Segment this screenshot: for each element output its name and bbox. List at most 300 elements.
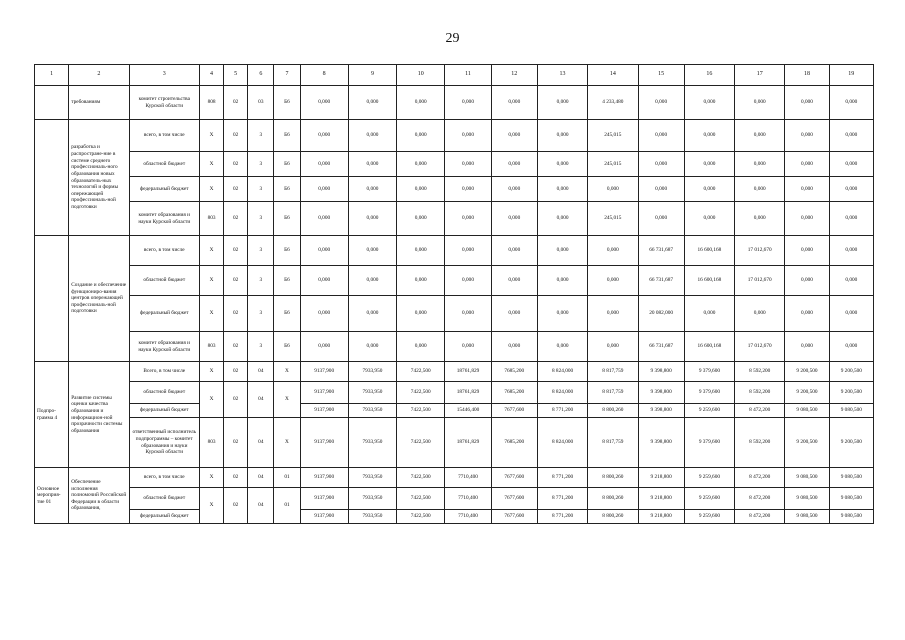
- table-row: [35, 266, 874, 296]
- code-c5: 02: [224, 488, 248, 524]
- value-cell: 0,000: [397, 236, 445, 266]
- value-cell: 8 771,200: [537, 468, 587, 488]
- value-cell: 0,000: [537, 120, 587, 152]
- value-cell: 0,000: [491, 177, 537, 202]
- table-row: [35, 120, 874, 152]
- code-c6: 04: [248, 488, 274, 524]
- header-col-11: 11: [445, 65, 491, 86]
- value-cell: 0,000: [537, 86, 587, 120]
- value-cell: 7933,950: [348, 404, 396, 418]
- value-cell: 0,000: [300, 86, 348, 120]
- code-c7: Б6: [274, 202, 300, 236]
- code-c7: Х: [274, 418, 300, 468]
- value-cell: 0,000: [348, 332, 396, 362]
- code-c7: Б6: [274, 120, 300, 152]
- value-cell: 9137,900: [300, 382, 348, 404]
- code-c5: 02: [224, 236, 248, 266]
- funding-source: федеральный бюджет: [129, 404, 199, 418]
- code-c4: 808: [199, 86, 223, 120]
- table-row: [35, 152, 874, 177]
- value-cell: 9 379,600: [684, 362, 734, 382]
- value-cell: 8 817,759: [588, 362, 638, 382]
- value-cell: 0,000: [829, 202, 873, 236]
- header-col-17: 17: [735, 65, 785, 86]
- value-cell: 0,000: [638, 152, 684, 177]
- code-c7: Б6: [274, 266, 300, 296]
- value-cell: 0,000: [300, 177, 348, 202]
- value-cell: 0,000: [785, 202, 829, 236]
- value-cell: 0,000: [348, 266, 396, 296]
- value-cell: 0,000: [684, 202, 734, 236]
- subprogram-title: Развитие системы оценки качества образования и информацион-ной прозрачности системы образования: [69, 362, 129, 468]
- col1-empty: [35, 120, 69, 236]
- value-cell: 0,000: [397, 202, 445, 236]
- table-row: [35, 510, 874, 524]
- value-cell: 9 200,500: [785, 418, 829, 468]
- value-cell: 9 200,500: [785, 362, 829, 382]
- value-cell: 0,000: [537, 332, 587, 362]
- value-cell: 9 200,500: [829, 362, 873, 382]
- value-cell: 7422,500: [397, 488, 445, 510]
- value-cell: 0,000: [785, 177, 829, 202]
- table-row: [35, 488, 874, 510]
- value-cell: 18761,829: [445, 362, 491, 382]
- code-c5: 02: [224, 152, 248, 177]
- header-col-10: 10: [397, 65, 445, 86]
- value-cell: 0,000: [735, 86, 785, 120]
- value-cell: 0,000: [300, 236, 348, 266]
- value-cell: 8 800,260: [588, 468, 638, 488]
- value-cell: 0,000: [735, 120, 785, 152]
- budget-table: [34, 64, 874, 524]
- value-cell: 0,000: [348, 120, 396, 152]
- value-cell: 0,000: [445, 152, 491, 177]
- code-c4: Х: [199, 266, 223, 296]
- value-cell: 16 600,168: [684, 266, 734, 296]
- value-cell: 9137,900: [300, 404, 348, 418]
- value-cell: 0,000: [300, 120, 348, 152]
- value-cell: 0,000: [537, 296, 587, 332]
- value-cell: 0,000: [537, 152, 587, 177]
- code-c7: Х: [274, 382, 300, 418]
- funding-source: всего, в том числе: [129, 236, 199, 266]
- value-cell: 7677,600: [491, 510, 537, 524]
- value-cell: 9 398,800: [638, 382, 684, 404]
- value-cell: 66 731,687: [638, 332, 684, 362]
- value-cell: 7677,600: [491, 468, 537, 488]
- funding-source: всего, в том числе: [129, 120, 199, 152]
- value-cell: 0,000: [348, 86, 396, 120]
- value-cell: 9 080,500: [785, 468, 829, 488]
- code-c5: 02: [224, 296, 248, 332]
- code-c6: 03: [248, 86, 274, 120]
- value-cell: 0,000: [445, 266, 491, 296]
- code-c6: 3: [248, 296, 274, 332]
- value-cell: 20 082,000: [638, 296, 684, 332]
- table-row: [35, 418, 874, 468]
- value-cell: 0,000: [785, 296, 829, 332]
- value-cell: 9 080,500: [785, 488, 829, 510]
- value-cell: 16 600,168: [684, 236, 734, 266]
- value-cell: 0,000: [300, 266, 348, 296]
- code-c6: 3: [248, 202, 274, 236]
- table-row: [35, 86, 874, 120]
- value-cell: 0,000: [588, 332, 638, 362]
- value-cell: 7685,200: [491, 362, 537, 382]
- value-cell: 9 080,500: [829, 404, 873, 418]
- funding-source: всего, в том числе: [129, 468, 199, 488]
- funding-source: ответственный исполнитель подпрограммы – комитет образования и науки Курской области: [129, 418, 199, 468]
- value-cell: 9 218,800: [638, 510, 684, 524]
- value-cell: 17 012,670: [735, 236, 785, 266]
- value-cell: 0,000: [829, 86, 873, 120]
- value-cell: 0,000: [829, 296, 873, 332]
- value-cell: 0,000: [638, 120, 684, 152]
- value-cell: 0,000: [397, 332, 445, 362]
- value-cell: 0,000: [397, 120, 445, 152]
- code-c5: 02: [224, 382, 248, 418]
- value-cell: 0,000: [491, 202, 537, 236]
- value-cell: 0,000: [537, 266, 587, 296]
- subprogram-label: Подпро-грамма 4: [35, 362, 69, 468]
- value-cell: 0,000: [491, 296, 537, 332]
- value-cell: 9 200,500: [829, 418, 873, 468]
- value-cell: 0,000: [829, 177, 873, 202]
- funding-source: федеральный бюджет: [129, 177, 199, 202]
- value-cell: 9 379,600: [684, 418, 734, 468]
- value-cell: 0,000: [829, 152, 873, 177]
- value-cell: 9 379,600: [684, 382, 734, 404]
- value-cell: 8 592,200: [735, 418, 785, 468]
- code-c7: 01: [274, 468, 300, 488]
- code-c4: 803: [199, 332, 223, 362]
- code-c5: 02: [224, 332, 248, 362]
- value-cell: 16 600,168: [684, 332, 734, 362]
- value-cell: 9137,900: [300, 418, 348, 468]
- table-row: [35, 382, 874, 404]
- value-cell: 0,000: [588, 177, 638, 202]
- header-col-1: 1: [35, 65, 69, 86]
- value-cell: 0,000: [445, 236, 491, 266]
- funding-source: областной бюджет: [129, 152, 199, 177]
- code-c7: Б6: [274, 332, 300, 362]
- value-cell: 0,000: [588, 266, 638, 296]
- code-c7: Б6: [274, 177, 300, 202]
- funding-source: областной бюджет: [129, 488, 199, 510]
- value-cell: 7685,200: [491, 418, 537, 468]
- value-cell: 8 592,200: [735, 362, 785, 382]
- value-cell: 0,000: [638, 177, 684, 202]
- value-cell: 0,000: [829, 236, 873, 266]
- value-cell: 0,000: [785, 332, 829, 362]
- value-cell: 8 824,000: [537, 362, 587, 382]
- value-cell: 0,000: [445, 332, 491, 362]
- value-cell: 8 800,260: [588, 404, 638, 418]
- value-cell: 9 398,800: [638, 362, 684, 382]
- value-cell: 9 398,800: [638, 404, 684, 418]
- value-cell: 0,000: [491, 152, 537, 177]
- value-cell: 0,000: [684, 86, 734, 120]
- code-c4: 803: [199, 418, 223, 468]
- value-cell: 0,000: [397, 177, 445, 202]
- code-c5: 02: [224, 86, 248, 120]
- value-cell: 8 817,759: [588, 382, 638, 404]
- table-row: [35, 468, 874, 488]
- value-cell: 0,000: [537, 177, 587, 202]
- value-cell: 7422,500: [397, 382, 445, 404]
- value-cell: 7422,500: [397, 362, 445, 382]
- funding-source: областной бюджет: [129, 266, 199, 296]
- funding-source: федеральный бюджет: [129, 296, 199, 332]
- header-col-3: 3: [129, 65, 199, 86]
- code-c6: 04: [248, 468, 274, 488]
- value-cell: 66 731,687: [638, 266, 684, 296]
- header-col-15: 15: [638, 65, 684, 86]
- value-cell: 7422,500: [397, 404, 445, 418]
- table-row: [35, 362, 874, 382]
- value-cell: 0,000: [491, 120, 537, 152]
- header-col-4: 4: [199, 65, 223, 86]
- value-cell: 0,000: [638, 86, 684, 120]
- value-cell: 9 200,500: [785, 382, 829, 404]
- code-c6: 3: [248, 266, 274, 296]
- value-cell: 9 218,800: [638, 488, 684, 510]
- value-cell: 0,000: [397, 296, 445, 332]
- value-cell: 9137,900: [300, 362, 348, 382]
- code-c6: 3: [248, 177, 274, 202]
- code-c7: Б6: [274, 152, 300, 177]
- value-cell: 0,000: [300, 296, 348, 332]
- value-cell: 8 771,200: [537, 404, 587, 418]
- code-c7: Б6: [274, 296, 300, 332]
- value-cell: 8 472,200: [735, 510, 785, 524]
- table-row: [35, 332, 874, 362]
- header-col-14: 14: [588, 65, 638, 86]
- event-title: Обеспечение исполнения полномочий Российской Федерации в области образования,: [69, 468, 129, 524]
- value-cell: 7677,600: [491, 404, 537, 418]
- value-cell: 0,000: [300, 202, 348, 236]
- value-cell: 0,000: [537, 202, 587, 236]
- value-cell: 7685,200: [491, 382, 537, 404]
- value-cell: 0,000: [735, 152, 785, 177]
- code-c5: 02: [224, 418, 248, 468]
- code-c6: 3: [248, 120, 274, 152]
- value-cell: 7710,400: [445, 468, 491, 488]
- value-cell: 0,000: [445, 86, 491, 120]
- value-cell: 7422,500: [397, 418, 445, 468]
- value-cell: 9 080,500: [785, 404, 829, 418]
- header-col-13: 13: [537, 65, 587, 86]
- header-col-7: 7: [274, 65, 300, 86]
- value-cell: 0,000: [348, 236, 396, 266]
- value-cell: 9 080,500: [829, 510, 873, 524]
- value-cell: 0,000: [397, 152, 445, 177]
- value-cell: 7677,600: [491, 488, 537, 510]
- code-c4: Х: [199, 152, 223, 177]
- code-c5: 02: [224, 177, 248, 202]
- value-cell: 0,000: [829, 120, 873, 152]
- value-cell: 8 771,200: [537, 510, 587, 524]
- value-cell: 0,000: [735, 296, 785, 332]
- funding-source: областной бюджет: [129, 382, 199, 404]
- code-c4: Х: [199, 362, 223, 382]
- value-cell: 8 472,200: [735, 404, 785, 418]
- value-cell: 8 800,260: [588, 488, 638, 510]
- value-cell: 245,015: [588, 152, 638, 177]
- value-cell: 7710,400: [445, 488, 491, 510]
- value-cell: 7933,950: [348, 418, 396, 468]
- value-cell: 0,000: [735, 177, 785, 202]
- page-number: 29: [445, 31, 460, 46]
- code-c6: 3: [248, 236, 274, 266]
- value-cell: 9 218,800: [638, 468, 684, 488]
- header-col-18: 18: [785, 65, 829, 86]
- value-cell: 17 012,670: [735, 266, 785, 296]
- value-cell: 0,000: [348, 202, 396, 236]
- funding-source: комитет образования и науки Курской области: [129, 332, 199, 362]
- value-cell: 0,000: [785, 86, 829, 120]
- value-cell: 0,000: [785, 152, 829, 177]
- value-cell: 9 259,600: [684, 488, 734, 510]
- program-label: требованиям: [69, 86, 129, 120]
- value-cell: 15446,400: [445, 404, 491, 418]
- value-cell: 0,000: [397, 266, 445, 296]
- activity-label: разработка и распростране-ние в системе среднего профессиональ-ного образования новых образователь-ных технологий и формы опережающей профессиональ-ной подготовки: [69, 120, 129, 236]
- code-c5: 02: [224, 202, 248, 236]
- code-c7: 01: [274, 488, 300, 524]
- value-cell: 8 824,000: [537, 382, 587, 404]
- code-c4: Х: [199, 382, 223, 418]
- value-cell: 0,000: [588, 296, 638, 332]
- code-c6: 04: [248, 382, 274, 418]
- value-cell: 7933,950: [348, 488, 396, 510]
- value-cell: 0,000: [785, 120, 829, 152]
- value-cell: 245,015: [588, 202, 638, 236]
- value-cell: 9 080,500: [785, 510, 829, 524]
- value-cell: 7933,950: [348, 362, 396, 382]
- col1-empty: [35, 86, 69, 120]
- table-row: [35, 177, 874, 202]
- header-col-8: 8: [300, 65, 348, 86]
- value-cell: 9 080,500: [829, 488, 873, 510]
- table-row: [35, 404, 874, 418]
- value-cell: 0,000: [785, 266, 829, 296]
- value-cell: 0,000: [684, 120, 734, 152]
- value-cell: 0,000: [348, 296, 396, 332]
- code-c5: 02: [224, 362, 248, 382]
- value-cell: 0,000: [445, 296, 491, 332]
- value-cell: 0,000: [829, 266, 873, 296]
- value-cell: 9137,900: [300, 468, 348, 488]
- value-cell: 4 233,480: [588, 86, 638, 120]
- value-cell: 7933,950: [348, 382, 396, 404]
- col1-empty: [35, 236, 69, 362]
- value-cell: 66 731,687: [638, 236, 684, 266]
- value-cell: 9 398,800: [638, 418, 684, 468]
- value-cell: 17 012,670: [735, 332, 785, 362]
- code-c4: Х: [199, 236, 223, 266]
- value-cell: 18761,829: [445, 418, 491, 468]
- value-cell: 0,000: [491, 332, 537, 362]
- code-c4: 803: [199, 202, 223, 236]
- code-c4: Х: [199, 296, 223, 332]
- code-c5: 02: [224, 266, 248, 296]
- value-cell: 9137,900: [300, 488, 348, 510]
- value-cell: 0,000: [537, 236, 587, 266]
- header-col-9: 9: [348, 65, 396, 86]
- funding-source: Всего, в том числе: [129, 362, 199, 382]
- header-col-2: 2: [69, 65, 129, 86]
- code-c4: Х: [199, 177, 223, 202]
- code-c6: 3: [248, 332, 274, 362]
- value-cell: 8 800,260: [588, 510, 638, 524]
- table-row: [35, 296, 874, 332]
- header-col-6: 6: [248, 65, 274, 86]
- code-c5: 02: [224, 468, 248, 488]
- table-row: [35, 236, 874, 266]
- header-row: [35, 65, 874, 86]
- code-c6: 04: [248, 362, 274, 382]
- value-cell: 8 472,200: [735, 468, 785, 488]
- value-cell: 0,000: [638, 202, 684, 236]
- value-cell: 0,000: [300, 152, 348, 177]
- value-cell: 0,000: [491, 266, 537, 296]
- code-c4: Х: [199, 120, 223, 152]
- value-cell: 18761,829: [445, 382, 491, 404]
- code-c6: 04: [248, 418, 274, 468]
- value-cell: 7422,500: [397, 510, 445, 524]
- code-c5: 02: [224, 120, 248, 152]
- value-cell: 8 592,200: [735, 382, 785, 404]
- value-cell: 245,015: [588, 120, 638, 152]
- funding-source: комитет строительства Курской области: [129, 86, 199, 120]
- value-cell: 9 080,500: [829, 468, 873, 488]
- code-c7: Б6: [274, 236, 300, 266]
- value-cell: 0,000: [445, 120, 491, 152]
- code-c7: Б6: [274, 86, 300, 120]
- header-col-5: 5: [224, 65, 248, 86]
- value-cell: 8 472,200: [735, 488, 785, 510]
- value-cell: 8 824,000: [537, 418, 587, 468]
- table-row: [35, 202, 874, 236]
- value-cell: 7933,950: [348, 510, 396, 524]
- header-col-19: 19: [829, 65, 873, 86]
- value-cell: 0,000: [684, 296, 734, 332]
- code-c4: Х: [199, 488, 223, 524]
- value-cell: 8 771,200: [537, 488, 587, 510]
- value-cell: 0,000: [348, 152, 396, 177]
- funding-source: федеральный бюджет: [129, 510, 199, 524]
- event-label: Основное мероприя-тие 01: [35, 468, 69, 524]
- value-cell: 0,000: [735, 202, 785, 236]
- value-cell: 0,000: [445, 202, 491, 236]
- value-cell: 0,000: [300, 332, 348, 362]
- value-cell: 7422,500: [397, 468, 445, 488]
- value-cell: 7933,950: [348, 468, 396, 488]
- value-cell: 0,000: [445, 177, 491, 202]
- value-cell: 0,000: [829, 332, 873, 362]
- value-cell: 0,000: [684, 152, 734, 177]
- value-cell: 0,000: [348, 177, 396, 202]
- value-cell: 0,000: [588, 236, 638, 266]
- value-cell: 0,000: [491, 86, 537, 120]
- value-cell: 0,000: [491, 236, 537, 266]
- header-col-16: 16: [684, 65, 734, 86]
- activity-label: Создание и обеспечение функциониро-вания центров опережающей профессиональ-ной подготовки: [69, 236, 129, 362]
- value-cell: 9 259,600: [684, 468, 734, 488]
- code-c7: Х: [274, 362, 300, 382]
- value-cell: 9 259,600: [684, 404, 734, 418]
